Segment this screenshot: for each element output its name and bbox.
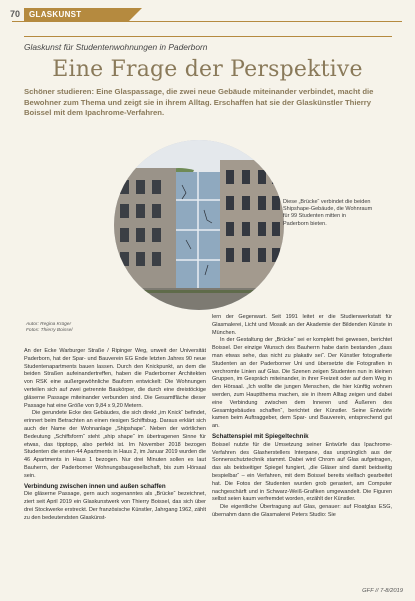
kicker-rule bbox=[24, 36, 392, 37]
body-paragraph: Die gläserne Passage, gern auch sogenanntes als „Brücke“ bezeichnet, ziert seit April 2019 ein Glaskunstwerk von Thierry Boissel, das sich über drei Stockwerke erstreckt. Der französische Künstler, Jahrgang 1962, zählt zu den bedeutendsten Glaskünst- bbox=[24, 491, 206, 521]
body-paragraph: Die gerundete Ecke des Gebäudes, die sich direkt „im Knick“ befindet, erinnert beim Betrachten an einen riesigen Schiffsbug. Daraus erklärt sich auch der Name der Wohnanlage „Shipshape“. Neben der wörtlichen Bedeutung „Schiffsform“ steht „ship shape“ im übertragenen Sinne für etwas, das tipptopp, also perfekt ist. Im November 2018 bezogen Studenten die ersten 44 Apartments in Haus 2, im Januar 2019 wurden die 46 Apartments in Haus 1 bezogen. Nur drei Minuten sollen es laut Bauherrn, der Paderborner Wohnungsbaugesellschaft, bis zum Hörsaal sein. bbox=[24, 410, 206, 479]
article-credits bbox=[26, 322, 72, 334]
subheading: Verbindung zwischen innen und außen schaffen bbox=[24, 482, 166, 490]
building-photo-illustration bbox=[114, 140, 284, 310]
body-paragraph: An der Ecke Warburger Straße / Ripinger Weg, unweit der Universität Paderborn, hat der Spar- und Bauverein EG Ende letzten Jahres 90 neue Studentenapartments bauen lassen. Durch den Knickpunkt, an dem die beiden Straßen aufeinandertreffen, haben die Paderborner Architekten von RSK eine außergewöhnliche Bauform entwickelt: Die Wohnungen verteilen sich auf zwei getrennte Baukörper, die durch eine dreistöckige gläserne Passage miteinander verbunden sind. Die Gesamtfläche dieser Passage hat eine Größe von 9,84 x 9,20 Metern. bbox=[24, 348, 206, 409]
section-tab-tail bbox=[129, 8, 142, 21]
text-column-right bbox=[212, 314, 392, 520]
issue-footer: GFF // 7-8/2019 bbox=[362, 588, 403, 594]
body-paragraph: In der Gestaltung der „Brücke“ sei er komplett frei gewesen, berichtet Boissel. Der einzige Wunsch des Bauherrn habe darin bestanden „dass man etwas sehe, das nicht zu plakativ sei“. Der Künstler fotografierte Studenten an der Paderborner Uni und übersetzte die Fotografien in verchromte Linien auf Glas. Die Szenen zeigen Studenten nun in kleinen Gruppen, im Gespräch miteinander, in ihrer Freizeit oder auf dem Weg in den Hörsaal. „Ich wollte die jungen Menschen, die hier künftig wohnen werden, zum Hauptthema machen, sie in ihrem Alltag zeigen und dabei eine Verbindung zwischen dem Inneren und Äußeren des Gesamtgebäudes schaffen“, berichtet der Künstler. Seine Entwürfe kamen beim Auftraggeber, dem Spar- und Bauverein, entsprechend gut an. bbox=[212, 337, 392, 430]
body-paragraph: Boissel nutzte für die Umsetzung seiner Entwürfe das Ipachrome-Verfahren des Glasherstellers Interpane, das ursprünglich aus der Sonnenschutztechnik stammt. Dabei wird Chrom auf Glas aufgetragen, das als beidseitiger Spiegel fungiert, „die Gläser sind damit beidseitig bespielbar“ – ein Verfahren, mit dem Boissel bereits vielfach gearbeitet hat. Die Fotos der Studenten wurden grob gerastert, am Computer nachgeschärft und in Schwarz-Weiß-Grafiken umgewandelt. Die Figuren selbst seien kaum verfremdet worden, erzählt der Künstler. bbox=[212, 441, 392, 503]
section-label: GLASKUNST bbox=[24, 8, 129, 21]
subheading: Schattenspiel mit Spiegeltechnik bbox=[212, 432, 309, 440]
page-number: 70 bbox=[10, 9, 21, 19]
photo-credit: Fotos: Thierry Boissel bbox=[26, 328, 73, 333]
body-paragraph: lern der Gegenwart. Seit 1991 leitet er die Studienwerkstatt für Glasmalerei, Licht und Mosaik an der Akademie der Bildenden Künste in München. bbox=[212, 314, 392, 336]
author-credit: Autor: Regina Krüger bbox=[26, 322, 72, 327]
article-kicker: Glaskunst für Studentenwohnungen in Paderborn bbox=[24, 42, 208, 52]
photo-caption: Diese „Brücke“ verbindet die beiden Shipshape-Gebäude, die Wohnraum für 99 Studenten mitten in Paderborn bieten. bbox=[283, 199, 373, 227]
text-column-left bbox=[24, 348, 206, 523]
body-paragraph: Die eigentliche Übertragung auf Glas, genauer: auf Floatglas ESG, übernahm dann die Glasmalerei Peters Studio: Sie bbox=[212, 504, 392, 518]
article-headline: Eine Frage der Perspektive bbox=[52, 57, 363, 82]
page-header bbox=[0, 8, 415, 22]
article-lead: Schöner studieren: Eine Glaspassage, die zwei neue Gebäude miteinander verbindet, macht die Bewohner zum Thema und zeigt sie in ihrem Alltag. Erschaffen hat sie der Glaskünstler Thierry Boissel mit dem Ipachrome-Verfahren. bbox=[24, 87, 374, 118]
building-photo bbox=[114, 140, 284, 310]
header-rule bbox=[12, 21, 402, 22]
